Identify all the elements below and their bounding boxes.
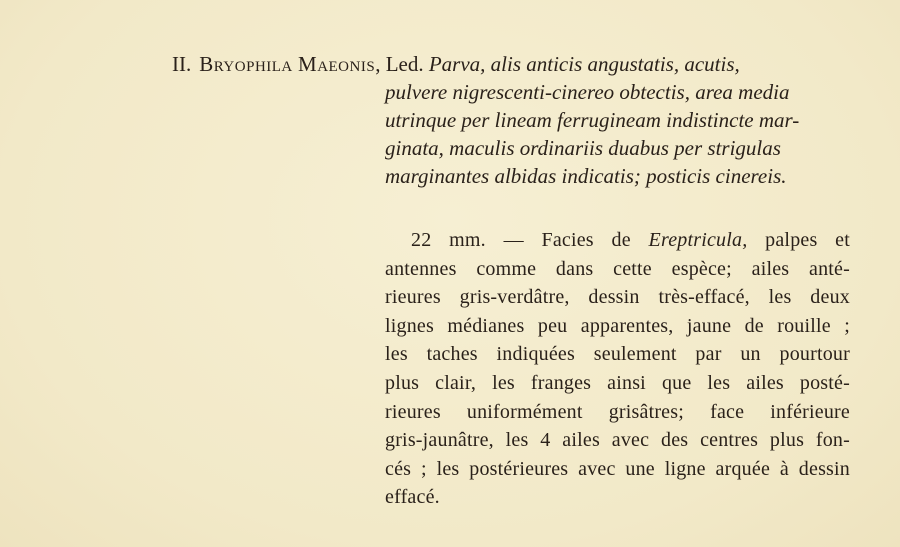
latin-lead: Parva, bbox=[428, 52, 486, 76]
latin-line: utrinque per lineam ferrugineam indistincte mar- bbox=[385, 108, 800, 132]
reference-genus: Ereptricula, bbox=[648, 229, 748, 251]
heading-first-line: II. Bryophila Maeonis, Led. Parva, alis anticis angustatis, acutis, bbox=[172, 52, 740, 76]
latin-line: marginantes albidas indicatis; posticis cinereis. bbox=[385, 164, 787, 188]
genus-name: Bryophila bbox=[199, 52, 293, 76]
author-name: Led. bbox=[385, 52, 424, 76]
description-line: plus clair, les franges ainsi que les ailes posté- bbox=[385, 371, 850, 394]
description-line: lignes médianes peu apparentes, jaune de rouille ; bbox=[385, 314, 850, 337]
french-description bbox=[385, 226, 850, 512]
description-line-last: effacé. bbox=[385, 486, 440, 509]
entry-number: II. bbox=[172, 52, 192, 76]
species-name: Maeonis bbox=[298, 52, 376, 76]
description-line: antennes comme dans cette espèce; ailes anté- bbox=[385, 257, 850, 280]
size-and-facies: 22 mm. — Facies de bbox=[411, 229, 631, 251]
description-line: rieures uniformément grisâtres; face inférieure bbox=[385, 400, 850, 423]
latin-line: pulvere nigrescenti-cinereo obtectis, area media bbox=[385, 80, 790, 104]
species-entry-heading bbox=[172, 50, 852, 190]
description-line: les taches indiquées seulement par un pourtour bbox=[385, 343, 850, 366]
latin-line: ginata, maculis ordinariis duabus per strigulas bbox=[385, 136, 781, 160]
description-text: palpes et bbox=[765, 229, 851, 251]
description-line: rieures gris-verdâtre, dessin très-effacé, les deux bbox=[385, 286, 850, 309]
description-line: cés ; les postérieures avec une ligne arquée à dessin bbox=[385, 457, 850, 480]
description-line-first bbox=[385, 226, 850, 255]
latin-first-line: alis anticis angustatis, acutis, bbox=[490, 52, 740, 76]
description-line: gris-jaunâtre, les 4 ailes avec des centres plus fon- bbox=[385, 429, 850, 452]
